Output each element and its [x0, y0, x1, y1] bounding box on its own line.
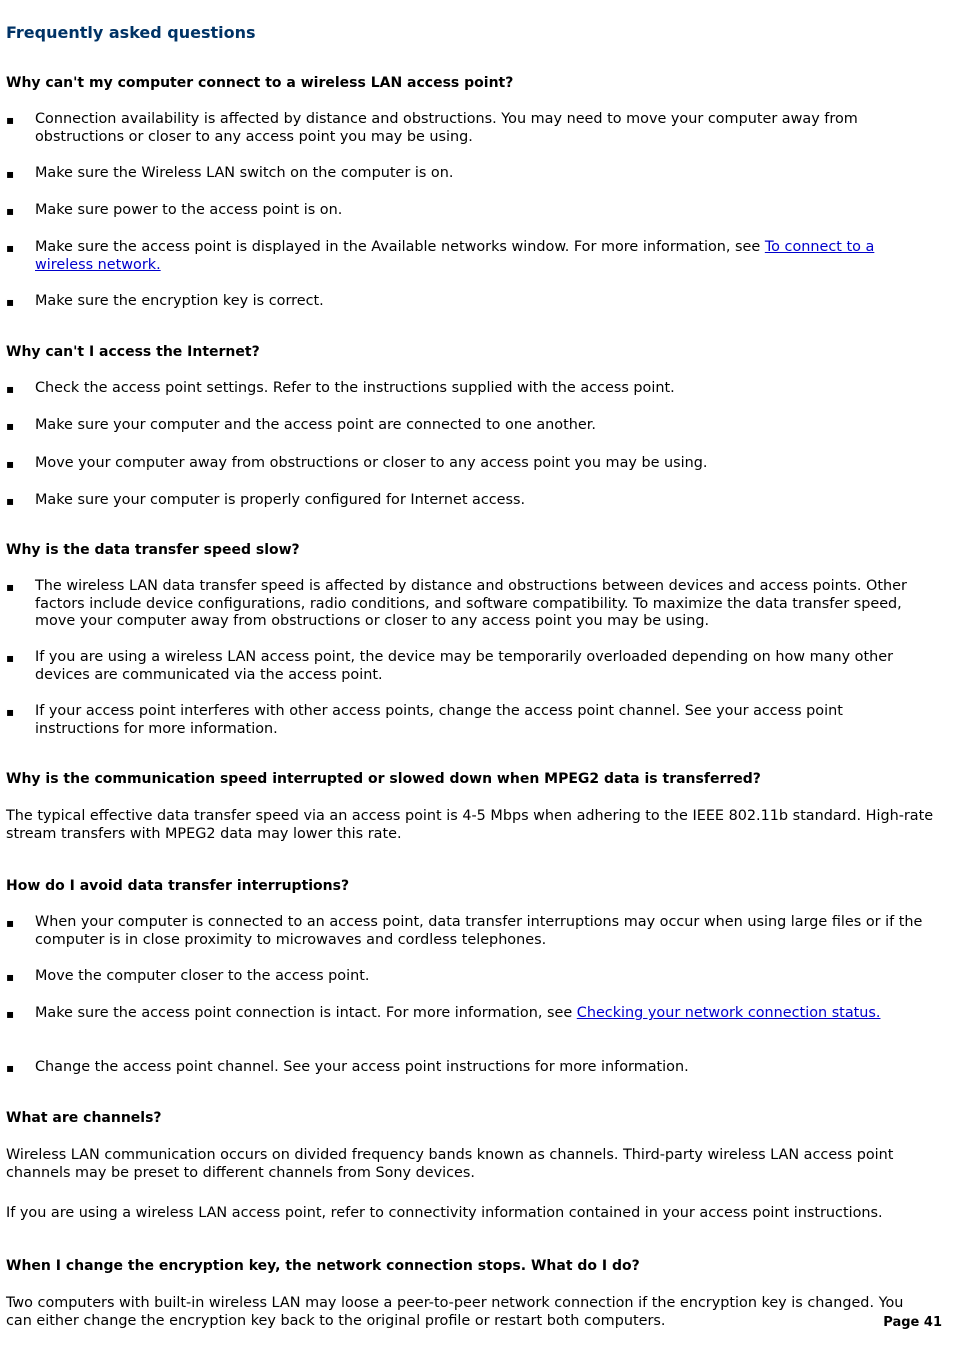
faq-question-connect: Why can't my computer connect to a wireless LAN access point? [6, 75, 514, 91]
list-item [35, 239, 930, 274]
bullet-icon: ▪ [6, 705, 15, 719]
faq-question-internet: Why can't I access the Internet? [6, 344, 260, 360]
paragraph: Two computers with built-in wireless LAN may loose a peer-to-peer network connection if the encryption key is changed. You can either change the encryption key back to the original profile or restart both computers. [6, 1295, 904, 1329]
list-item-text: Make sure the access point is displayed in the Available networks window. For more information, see [35, 239, 765, 255]
bullet-icon: ▪ [6, 204, 15, 218]
bullet-icon: ▪ [6, 241, 15, 255]
list-item: When your computer is connected to an access point, data transfer interruptions may occur when using large files or if the computer is in close proximity to microwaves and cordless telephones. [35, 914, 923, 948]
bullet-icon: ▪ [6, 457, 15, 471]
list-item [35, 1005, 930, 1023]
list-item: Check the access point settings. Refer to the instructions supplied with the access point. [35, 380, 675, 396]
paragraph: If you are using a wireless LAN access point, refer to connectivity information contained in your access point instructions. [6, 1205, 883, 1221]
faq-question-encryption: When I change the encryption key, the network connection stops. What do I do? [6, 1258, 640, 1274]
connect-wireless-network-link[interactable]: To connect to a wireless network. [35, 239, 875, 273]
bullet-icon: ▪ [6, 382, 15, 396]
bullet-icon: ▪ [6, 970, 15, 984]
bullet-icon: ▪ [6, 295, 15, 309]
list-item: Make sure the encryption key is correct. [35, 293, 324, 309]
list-item: Move your computer away from obstructions or closer to any access point you may be using. [35, 455, 708, 471]
faq-question-speed: Why is the data transfer speed slow? [6, 542, 300, 558]
list-item: Move the computer closer to the access point. [35, 968, 370, 984]
bullet-icon: ▪ [6, 167, 15, 181]
paragraph: The typical effective data transfer speed via an access point is 4-5 Mbps when adhering to the IEEE 802.11b standard. High-rate stream transfers with MPEG2 data may lower this rate. [6, 808, 934, 842]
list-item: Connection availability is affected by distance and obstructions. You may need to move your computer away from obstructions or closer to any access point you may be using. [35, 111, 858, 145]
bullet-icon: ▪ [6, 916, 15, 930]
bullet-icon: ▪ [6, 1061, 15, 1075]
list-item: Make sure your computer and the access point are connected to one another. [35, 417, 596, 433]
list-item: If your access point interferes with other access points, change the access point channel. See your access point instructions for more information. [35, 703, 843, 737]
paragraph: Wireless LAN communication occurs on divided frequency bands known as channels. Third-party wireless LAN access point channels may be preset to different channels from Sony devices. [6, 1147, 894, 1181]
list-item: Make sure the Wireless LAN switch on the computer is on. [35, 165, 454, 181]
bullet-icon: ▪ [6, 1007, 15, 1021]
list-item: If you are using a wireless LAN access point, the device may be temporarily overloaded depending on how many other devices are communicated via the access point. [35, 649, 894, 683]
bullet-icon: ▪ [6, 419, 15, 433]
bullet-icon: ▪ [6, 494, 15, 508]
bullet-icon: ▪ [6, 113, 15, 127]
list-item: The wireless LAN data transfer speed is affected by distance and obstructions between devices and access points. Other factors include device configurations, radio conditions, and software compatibility. To maximize the data transfer speed, move your computer away from obstructions or closer to any access point you may be using. [35, 578, 907, 630]
list-item: Make sure power to the access point is on. [35, 202, 343, 218]
faq-question-interruptions: How do I avoid data transfer interruptions? [6, 878, 350, 894]
page-title: Frequently asked questions [6, 23, 256, 42]
list-item-text: Make sure the access point connection is intact. For more information, see [35, 1005, 577, 1021]
list-item: Change the access point channel. See your access point instructions for more information. [35, 1059, 689, 1075]
network-connection-status-link[interactable]: Checking your network connection status. [576, 1005, 881, 1021]
faq-question-channels: What are channels? [6, 1110, 162, 1126]
page-number: Page 41 [883, 1315, 942, 1330]
list-item: Make sure your computer is properly configured for Internet access. [35, 492, 526, 508]
faq-question-mpeg2: Why is the communication speed interrupted or slowed down when MPEG2 data is transferred? [6, 771, 761, 787]
bullet-icon: ▪ [6, 580, 15, 594]
bullet-icon: ▪ [6, 651, 15, 665]
